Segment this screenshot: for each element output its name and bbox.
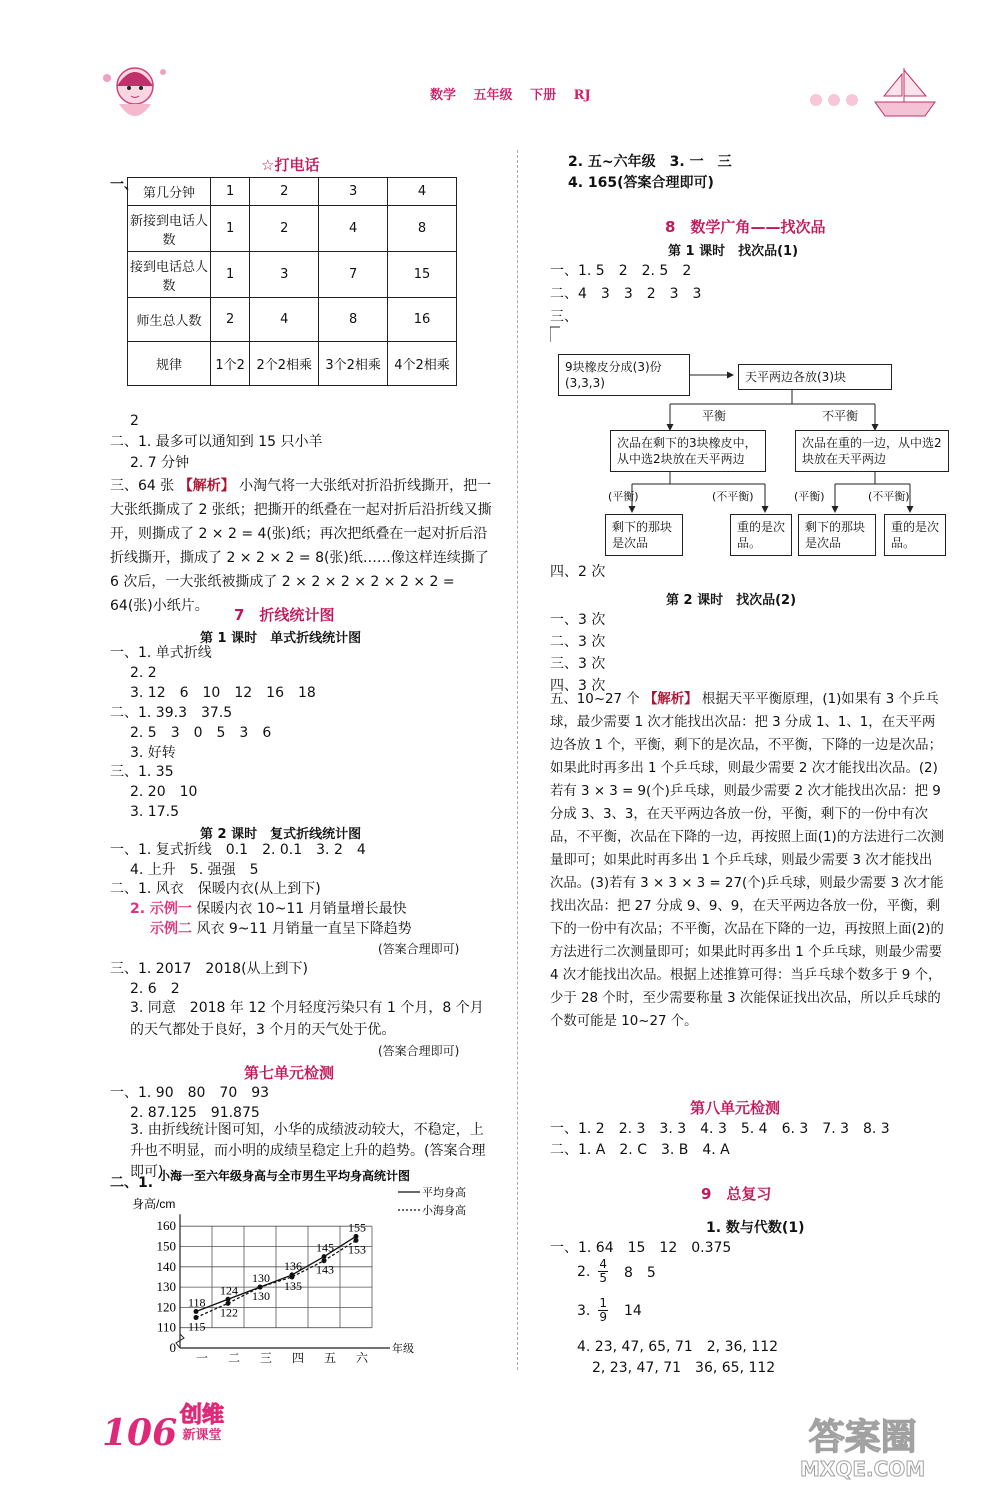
flow-box-remaining: 次品在剩下的3块橡皮中，从中选2块放在天平两边 (610, 430, 766, 472)
data-label: 136 (284, 1258, 302, 1273)
chapter-title: 9 总复习 (701, 1185, 772, 1203)
lesson-title: 第 2 课时 找次品(2) (666, 593, 797, 608)
answer-line: 4. 165(答案合理即可) (568, 175, 714, 191)
note-text: (答案合理即可) (378, 1044, 460, 1058)
data-label: 124 (220, 1283, 238, 1298)
q1-mark: 一、 (110, 177, 138, 193)
table-row (128, 206, 457, 252)
lesson-title: 第 1 课时 找次品(1) (668, 244, 799, 259)
example-line (130, 900, 407, 918)
chapter-title: 8 数学广角——找次品 (665, 218, 826, 236)
table-cell: 1 (211, 252, 250, 298)
flow-leaf: 剩下的那块是次品 (798, 514, 876, 556)
y-tick-label: 120 (156, 1299, 176, 1315)
answer-line: 2. 2 (130, 665, 157, 681)
flow-leaf: 重的是次品。 (884, 514, 946, 556)
data-label: 115 (188, 1319, 206, 1334)
answer-line: 一、1. 64 15 12 0.375 (550, 1240, 732, 1256)
y-tick-label: 140 (156, 1258, 176, 1274)
example-line (150, 920, 412, 938)
x-tick-label: 二 (228, 1351, 241, 1365)
answer-line: 一、1. 90 80 70 93 (110, 1085, 270, 1101)
table-cell: 2个2相乘 (250, 342, 319, 386)
example-text: 保暖内衣 10~11 月销量增长最快 (196, 901, 407, 917)
header-volume: 下册 (530, 88, 557, 103)
item-number: 3. (577, 1302, 591, 1319)
x-tick-label: 四 (292, 1351, 305, 1365)
table-cell: 1 (211, 206, 250, 252)
x-axis-label: 年级 (392, 1343, 414, 1355)
answer-line: 3. 17.5 (130, 804, 179, 820)
header-grade: 五年级 (473, 88, 513, 103)
item-number: 2. (577, 1263, 591, 1280)
table-cell: 15 (388, 252, 457, 298)
call-table (127, 177, 457, 386)
example-label: 2. 示例一 (130, 901, 192, 917)
answer-line: 一、1. 单式折线 (110, 645, 212, 661)
answer-line: 2. 20 10 (130, 784, 198, 800)
table-row (128, 178, 457, 206)
fraction (598, 1258, 608, 1285)
answer-line: 二、3 次 (550, 634, 606, 650)
table-cell: 4个2相乘 (388, 342, 457, 386)
brand-logo (180, 1404, 224, 1444)
answer-line: 3. 12 6 10 12 16 18 (130, 685, 316, 701)
lesson-title: 1. 数与代数(1) (706, 1220, 805, 1236)
table-cell: 1个2 (211, 342, 250, 386)
header-title (430, 84, 591, 103)
data-label: 153 (348, 1242, 366, 1257)
answer-lead: 五、10~27 个 (550, 692, 640, 707)
y-tick-label: 130 (156, 1279, 176, 1295)
answer-line: 二、1. 最多可以通知到 15 只小羊 (110, 434, 323, 450)
denominator: 5 (599, 1271, 607, 1285)
data-label: 130 (252, 1289, 270, 1304)
table-cell: 4 (388, 178, 457, 206)
answer-line: 3. 好转 (130, 745, 176, 761)
table-cell: 规律 (128, 342, 211, 386)
data-label: 145 (316, 1240, 334, 1255)
table-cell: 师生总人数 (128, 298, 211, 342)
flow-box-split: 9块橡皮分成(3)份(3,3,3) (558, 354, 690, 396)
analysis-tag: 【解析】 (178, 478, 235, 494)
section-title-call: ☆打电话 (261, 156, 320, 174)
x-tick-label: 六 (356, 1351, 369, 1365)
y-tick-label: 110 (156, 1319, 176, 1335)
answer-line: 二、1. 39.3 37.5 (110, 705, 233, 721)
table-cell: 3个2相乘 (319, 342, 388, 386)
table-row (128, 342, 457, 386)
answer-line: 2. 87.125 91.875 (130, 1105, 260, 1121)
answer-line: 二、4 3 3 2 3 3 (550, 286, 702, 302)
lesson-title: 第 2 课时 复式折线统计图 (200, 827, 362, 842)
table-cell: 3 (319, 178, 388, 206)
answer-line: 一、1. 5 2 2. 5 2 (550, 263, 692, 279)
data-label: 118 (188, 1295, 206, 1310)
answer-paragraph: 3. 由折线统计图可知，小华的成绩波动较大，不稳定，上升也不明显，而小明的成绩呈稳定上升的趋势。(答案合理即可) (130, 1122, 486, 1180)
flow-label-unbalanced: (不平衡) (868, 490, 910, 503)
flow-chart (550, 322, 950, 572)
table-cell: 8 (319, 298, 388, 342)
table-cell: 接到电话总人数 (128, 252, 211, 298)
answer-values: 8 5 (624, 1264, 656, 1281)
header-ship-illustration (870, 60, 940, 120)
answer-line: 三、1. 2017 2018(从上到下) (110, 961, 308, 977)
legend-label: 平均身高 (422, 1187, 466, 1199)
answer-paragraph: 3. 同意 2018 年 12 个月轻度污染只有 1 个月，8 个月的天气都处于良好，3 个月的天气处于优。 (130, 1000, 484, 1038)
y-axis-label: 身高/cm (132, 1197, 176, 1211)
flow-leaf: 重的是次品。 (730, 514, 792, 556)
answer-line: 三、1. 35 (110, 764, 174, 780)
table-row (128, 298, 457, 342)
data-label: 135 (284, 1278, 302, 1293)
answer-line: 二、1. 风衣 保暖内衣(从上到下) (110, 881, 321, 897)
answer-line: 2. 5 3 0 5 3 6 (130, 725, 272, 741)
answer-lead: 三、64 张 (110, 478, 175, 494)
answer-line: 2. 五~六年级 3. 一 三 (568, 154, 732, 170)
x-tick-label: 一 (196, 1351, 209, 1365)
numerator: 1 (599, 1296, 607, 1310)
answer-line: 2, 23, 47, 71 36, 65, 112 (592, 1360, 776, 1376)
table-cell: 4 (250, 298, 319, 342)
table-cell: 2 (250, 206, 319, 252)
table-cell: 8 (388, 206, 457, 252)
flow-box-heavy: 次品在重的一边，从中选2块放在天平两边 (795, 430, 949, 472)
answer-values: 14 (624, 1302, 642, 1319)
table-cell: 3 (250, 252, 319, 298)
y-tick-label: 0 (169, 1340, 176, 1355)
data-label: 143 (316, 1262, 334, 1277)
watermark-text: 答案圈 (808, 1417, 917, 1458)
legend-label: 小海身高 (422, 1205, 466, 1217)
table-cell: 4 (319, 206, 388, 252)
line-chart (130, 1168, 500, 1368)
answer-line: 一、1. 复式折线 0.1 2. 0.1 3. 2 4 (110, 842, 366, 858)
header-girl-illustration (95, 58, 175, 128)
flow-leaf: 剩下的那块是次品 (605, 514, 683, 556)
header-dots-decoration (808, 90, 868, 114)
column-divider (517, 150, 518, 1370)
watermark-url: MXQE.COM (800, 1457, 926, 1481)
analysis-tag: 【解析】 (644, 692, 698, 707)
brand-top: 创维 (180, 1403, 225, 1428)
example-label: 示例二 (150, 921, 192, 937)
flow-label-unbalanced: (不平衡) (712, 490, 754, 503)
note-text: (答案合理即可) (378, 942, 460, 956)
header-subject: 数学 (430, 88, 457, 103)
y-tick-label: 150 (156, 1238, 176, 1254)
table-cell: 2 (250, 178, 319, 206)
flow-box-weigh: 天平两边各放(3)块 (738, 364, 892, 390)
x-tick-label: 三 (260, 1351, 273, 1365)
answer-line: 三、3 次 (550, 656, 606, 672)
brand-bottom: 新课堂 (182, 1428, 222, 1443)
flow-label-balanced: (平衡) (794, 490, 825, 503)
answer-line: 四、3 次 (550, 678, 606, 694)
answer-line: 4. 上升 5. 强强 5 (130, 862, 259, 878)
page-number: 106 (102, 1412, 178, 1454)
chapter-title: 7 折线统计图 (234, 606, 335, 624)
table-row (128, 252, 457, 298)
answer-line: 2. 7 分钟 (130, 455, 190, 471)
after-table-note: 2 (130, 413, 139, 429)
y-tick-label: 160 (156, 1218, 176, 1234)
analysis-text: 小淘气将一大张纸对折沿折线撕开，把一大张纸撕成了 2 张纸；把撕开的纸叠在一起对折后沿折线又撕开，则撕成了 2 × 2 = 4(张)纸；再次把纸叠在一起对折后沿折线撕开，撕成了 2 × 2 × 2 = 8(张)纸……像这样连续撕了 6 次后，一大张纸被撕成了 2 × 2 × 2 × 2 × 2 × 2 = 64(张)小纸片。 (110, 478, 492, 614)
answer-line: 四、2 次 (550, 564, 606, 580)
header-edition: RJ (573, 88, 591, 103)
unit-test-title: 第七单元检测 (244, 1064, 335, 1082)
watermark-logo (800, 1418, 925, 1480)
x-tick-label: 五 (324, 1351, 337, 1365)
chart-question-mark: 二、1. (110, 1175, 154, 1191)
answer-line: 一、1. 2 2. 3 3. 3 4. 3 5. 4 6. 3 7. 3 8. 3 (550, 1121, 890, 1137)
table-cell: 新接到电话人数 (128, 206, 211, 252)
answer-line: 4. 23, 47, 65, 71 2, 36, 112 (577, 1339, 779, 1355)
flow-label-balanced: (平衡) (608, 490, 639, 503)
answer-line: 二、1. A 2. C 3. B 4. A (550, 1142, 730, 1158)
table-cell: 2 (211, 298, 250, 342)
table-cell: 7 (319, 252, 388, 298)
line-chart-svg (130, 1168, 500, 1368)
answer-line: 2. 6 2 (130, 981, 180, 997)
data-point (194, 1309, 199, 1314)
unit-test-title: 第八单元检测 (690, 1099, 781, 1117)
table-cell: 16 (388, 298, 457, 342)
table-cell: 1 (211, 178, 250, 206)
denominator: 9 (599, 1310, 607, 1324)
data-label: 155 (348, 1220, 366, 1235)
chart-title: 小海一至六年级身高与全市男生平均身高统计图 (158, 1169, 411, 1183)
analysis-paragraph (550, 688, 945, 1033)
flow-label-unbalanced: 不平衡 (822, 409, 859, 423)
flow-label-balanced: 平衡 (702, 409, 727, 423)
table-cell: 第几分钟 (128, 178, 211, 206)
analysis-text: 根据天平平衡原理，(1)如果有 3 个乒乓球，最少需要 1 次才能找出次品：把 3 分成 1、1、1，在天平两边各放 1 个，平衡，剩下的是次品，不平衡，下降的一边是次品；如果此时再多出 1 个乒乓球，则最少需要 2 次才能找出次品。(2)若有 3 × 3 = 9(个)乒乓球，则最少需要 2 次才能找出次品：把 9 分成 3、3、3，在天平两边各放一份，平衡，剩下的一份中有次品，不平衡，次品在下降的一边，再按照上面(1)的方法进行二次测量即可；如果此时再多出 1 个乒乓球，则最少需要 3 次才能找出次品。(3)若有 3 × 3 × 3 = 27(个)乒乓球，则最少需要 3 次才能找出次品：把 27 分成 9、9、9，在天平两边各放一份，平衡，剩下的一份中有次品；不平衡，次品在下降的一边，再按照上面(2)的方法进行二次测量即可；如果此时再多出 1 个乒乓球，则最少需要 4 次才能找出次品。根据上述推算可得：当乒乓球个数多于 9 个，少于 28 个时，至少需要称量 3 次能保证找出次品，所以乒乓球的个数可能是 10~27 个。 (550, 692, 944, 1029)
lesson-title: 第 1 课时 单式折线统计图 (200, 631, 362, 646)
example-text: 风衣 9~11 月销量一直呈下降趋势 (196, 921, 412, 937)
answer-line: 一、3 次 (550, 612, 606, 628)
numerator: 4 (599, 1257, 607, 1271)
fraction (598, 1297, 608, 1324)
fraction-answer (577, 1258, 656, 1285)
data-label: 122 (220, 1305, 238, 1320)
fraction-answer (577, 1297, 642, 1324)
answer-line: 三、 (550, 309, 578, 325)
data-label: 130 (252, 1271, 270, 1286)
analysis-paragraph (110, 474, 495, 618)
